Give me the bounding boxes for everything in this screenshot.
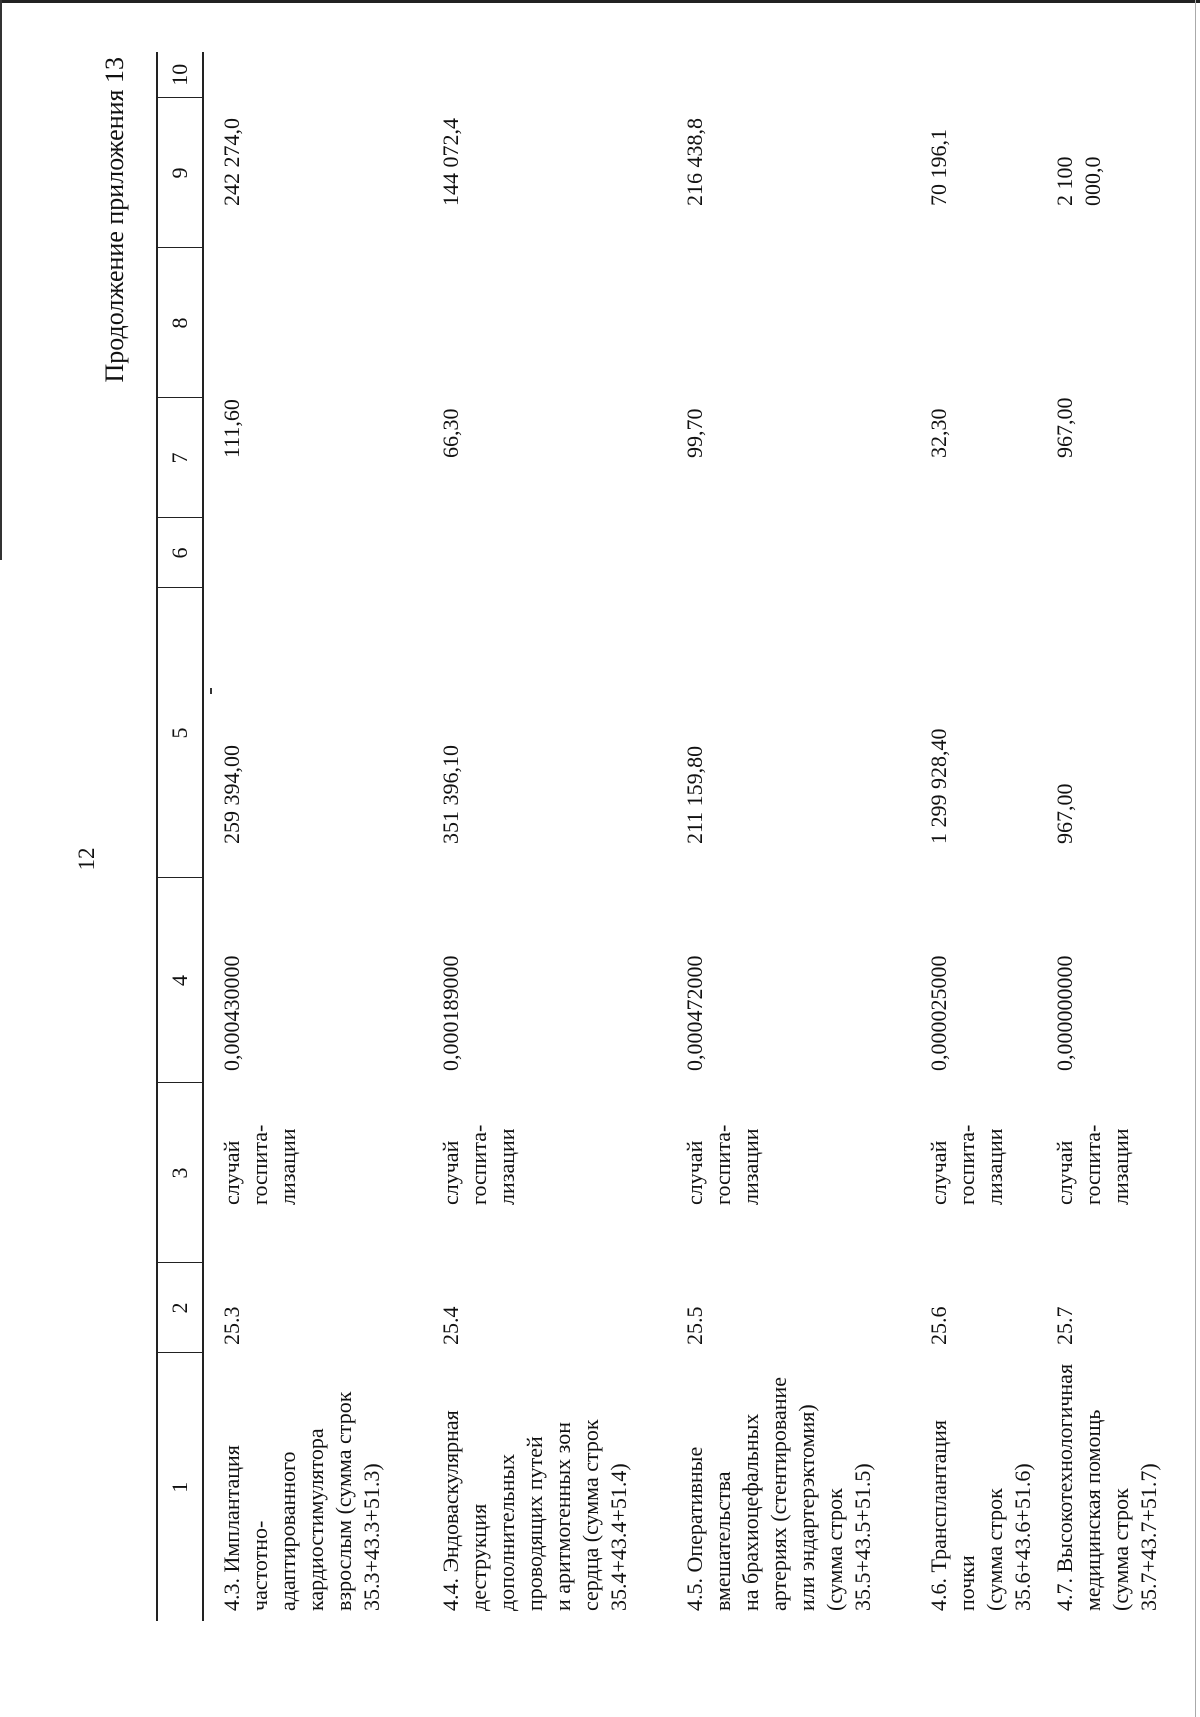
service-name-line: взрослым (сумма строк	[331, 1391, 356, 1611]
column-6-cell	[1037, 518, 1163, 588]
service-name-line: 35.6+43.6+51.6)	[1010, 1463, 1035, 1611]
service-name-line: (сумма строк	[982, 1488, 1007, 1611]
service-name-cell	[1037, 1353, 1163, 1621]
unit-line: лизации	[738, 1128, 763, 1205]
column-7-cell: 32,30	[926, 408, 951, 458]
service-name-cell	[667, 1353, 911, 1621]
column-4-cell: 0,000430000	[219, 955, 244, 1071]
column-5-cell: 1 299 928,40	[926, 728, 951, 844]
data-table	[156, 52, 1163, 1621]
column-header-1: 1	[157, 1353, 203, 1621]
column-8-cell	[1037, 248, 1163, 398]
column-7-cell: 99,70	[682, 408, 707, 458]
column-8-cell	[911, 248, 1037, 398]
service-name-line: 4.6. Трансплантация почки	[926, 1419, 979, 1611]
unit-line: лизации	[275, 1128, 300, 1205]
service-name-line: и аритмогенных зон	[550, 1421, 575, 1611]
service-name-line: деструкция	[466, 1503, 491, 1611]
column-header-4: 4	[157, 878, 203, 1083]
column-7-cell: 967,00	[1052, 397, 1077, 458]
service-name-line: или эндартерэктомия)	[794, 1404, 819, 1611]
service-name-line: частотно-	[247, 1520, 272, 1611]
column-10-cell	[423, 52, 667, 98]
column-6-cell	[911, 518, 1037, 588]
column-6-cell	[423, 518, 667, 588]
column-4-cell: 0,000189000	[438, 955, 463, 1071]
row-code-cell: 25.3	[219, 1306, 244, 1345]
unit-cell	[667, 1083, 911, 1263]
column-8-cell	[423, 248, 667, 398]
row-code-cell: 25.4	[438, 1306, 463, 1345]
column-10-cell	[203, 52, 423, 98]
column-10-cell	[667, 52, 911, 98]
unit-cell	[1037, 1083, 1163, 1263]
service-name-line: дополнительных	[494, 1453, 519, 1611]
column-10-cell	[911, 52, 1037, 98]
service-name-line: 35.3+43.3+51.3)	[359, 1463, 384, 1611]
row-code-cell: 25.5	[682, 1306, 707, 1345]
service-name-line: сердца (сумма строк	[578, 1419, 603, 1611]
unit-line: случай	[926, 1140, 951, 1205]
service-name-line: 35.7+43.7+51.7)	[1136, 1463, 1161, 1611]
unit-cell	[423, 1083, 667, 1263]
column-header-9: 9	[157, 98, 203, 248]
service-name-line: 4.4. Эндоваскулярная	[438, 1410, 463, 1611]
column-4-cell: 0,000472000	[682, 955, 707, 1071]
column-8-cell	[203, 248, 423, 398]
unit-line: лизации	[494, 1128, 519, 1205]
service-name-line: 4.3. Имплантация	[219, 1445, 244, 1611]
column-5-cell: 351 396,10	[438, 745, 463, 844]
table-row	[423, 52, 667, 1621]
row-code-cell: 25.7	[1052, 1306, 1077, 1345]
service-name-line: проводящих путей	[522, 1436, 547, 1611]
page-number: 12	[74, 847, 99, 871]
column-header-2: 2	[157, 1263, 203, 1353]
table-row	[667, 52, 911, 1621]
service-name-line: 4.5. Оперативные	[682, 1446, 707, 1611]
column-6-cell	[203, 518, 423, 588]
service-name-line: 35.4+43.4+51.4)	[606, 1463, 631, 1611]
column-header-3: 3	[157, 1083, 203, 1263]
column-header-5: 5	[157, 588, 203, 878]
column-8-cell	[667, 248, 911, 398]
column-4-cell: 0,000000000	[1052, 955, 1077, 1071]
service-name-cell	[203, 1353, 423, 1621]
column-6-cell	[667, 518, 911, 588]
column-9-cell: 2 100 000,0	[1052, 156, 1105, 206]
service-name-line: (сумма строк	[822, 1488, 847, 1611]
unit-line: лизации	[1108, 1128, 1133, 1205]
column-header-7: 7	[157, 398, 203, 518]
service-name-line: артериях (стентирование	[766, 1376, 791, 1611]
column-9-cell: 216 438,8	[682, 118, 707, 206]
column-7-cell: 66,30	[438, 408, 463, 458]
service-name-cell	[423, 1353, 667, 1621]
service-name-line: медицинская помощь	[1080, 1409, 1105, 1611]
service-name-line: 4.7. Высокотехнологичная	[1052, 1363, 1077, 1611]
unit-cell	[911, 1083, 1037, 1263]
column-7-cell: 111,60	[219, 399, 244, 458]
column-9-cell: 70 196,1	[926, 129, 951, 206]
column-10-cell	[1037, 52, 1163, 98]
column-9-cell: 242 274,0	[219, 118, 244, 206]
column-5-cell: 211 159,80	[682, 745, 707, 844]
service-name-line: кардиостимулятора	[303, 1428, 328, 1611]
unit-line: госпита-	[1080, 1124, 1105, 1205]
column-5-cell: 967,00	[1052, 783, 1077, 844]
unit-line: случай	[1052, 1140, 1077, 1205]
column-9-cell: 144 072,4	[438, 118, 463, 206]
column-4-cell: 0,000025000	[926, 955, 951, 1071]
service-name-line: 35.5+43.5+51.5)	[850, 1463, 875, 1611]
unit-line: случай	[438, 1140, 463, 1205]
unit-line: случай	[219, 1140, 244, 1205]
column-5-cell: 259 394,00	[219, 745, 244, 844]
unit-line: лизации	[982, 1128, 1007, 1205]
table-row	[203, 52, 423, 1621]
unit-line: госпита-	[710, 1124, 735, 1205]
service-name-line: (сумма строк	[1108, 1488, 1133, 1611]
service-name-line: адаптированного	[275, 1451, 300, 1611]
column-header-6: 6	[157, 518, 203, 588]
column-number-header-row	[157, 52, 203, 1621]
table-row	[911, 52, 1037, 1621]
continuation-title: Продолжение приложения 13	[100, 57, 129, 383]
unit-line: госпита-	[466, 1124, 491, 1205]
table-row	[1037, 52, 1163, 1621]
unit-line: госпита-	[247, 1124, 272, 1205]
column-header-10: 10	[157, 52, 203, 98]
service-name-line: вмешательства	[710, 1471, 735, 1611]
column-header-8: 8	[157, 248, 203, 398]
unit-line: случай	[682, 1140, 707, 1205]
row-code-cell: 25.6	[926, 1306, 951, 1345]
unit-cell	[203, 1083, 423, 1263]
service-name-cell	[911, 1353, 1037, 1621]
service-name-line: на брахиоцефальных	[738, 1413, 763, 1611]
unit-line: госпита-	[954, 1124, 979, 1205]
